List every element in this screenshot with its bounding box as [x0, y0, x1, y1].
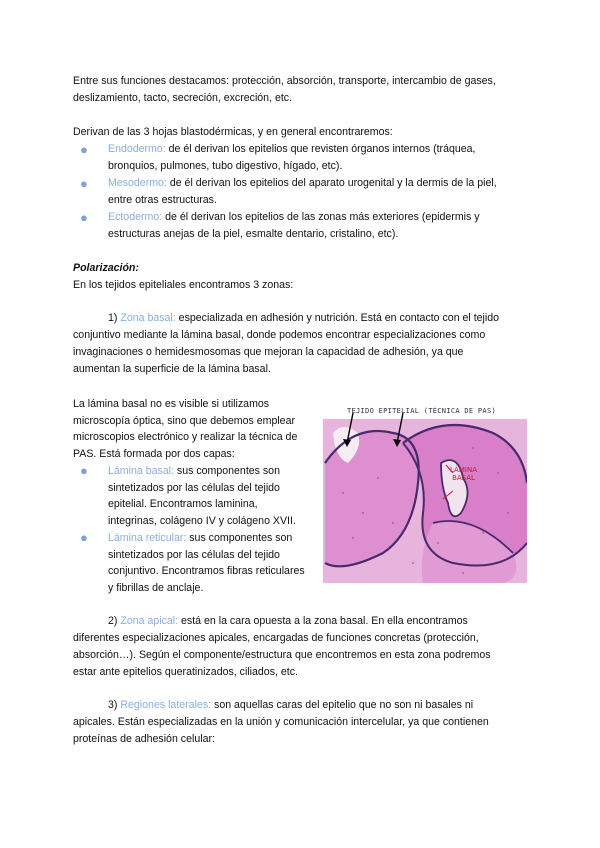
- intro-paragraph: [73, 73, 527, 107]
- histology-image: [323, 403, 527, 583]
- paragraph-text: proteínas de adhesión celular:: [73, 733, 215, 745]
- bullet-icon: ●: [80, 142, 88, 157]
- list-text: sintetizados por las células del tejido: [108, 548, 280, 561]
- paragraph-text: La lámina basal no es visible si utilizamos: [73, 398, 270, 410]
- list-text: de él derivan los epitelios de las zonas más exteriores (epidermis y: [162, 211, 480, 223]
- list-text: integrinas, colágeno IV y colágeno XVII.: [108, 514, 296, 527]
- paragraph-text: absorción…). Según el componente/estructura que encontremos en esta zona podremos: [73, 649, 491, 661]
- list-text: de él derivan los epitelios del aparato urogenital y la dermis de la piel,: [166, 177, 497, 189]
- section-heading: Polarización:: [73, 262, 139, 274]
- zone-basal-paragraph: [73, 310, 527, 378]
- figure-label: [450, 466, 477, 482]
- histology-illustration: [323, 403, 527, 583]
- bullet-icon: ●: [80, 463, 88, 478]
- paragraph-text: microscopía óptica, sino que debemos emplear: [73, 414, 295, 427]
- paragraph-text: conjuntivo mediante la lámina basal, donde podemos encontrar especializaciones como: [73, 329, 486, 341]
- figure-caption: TEJIDO EPITELIAL (TÉCNICA DE PAS): [347, 407, 496, 415]
- term: Endodermo:: [108, 143, 166, 155]
- term: Lámina basal:: [108, 465, 174, 477]
- layers-intro: Derivan de las 3 hojas blastodérmicas, y en general encontraremos:: [73, 126, 393, 138]
- term: Regiones laterales:: [120, 699, 212, 711]
- list-text: sintetizados por las células del tejido: [108, 481, 280, 494]
- paragraph-text: son aquellas caras del epitelio que no son ni basales ni: [211, 699, 474, 711]
- figure-label-text: BASAL: [452, 474, 475, 482]
- list-item-lamina-basal: [80, 463, 317, 529]
- list-text: sus componentes son: [186, 532, 293, 544]
- paragraph-text: apicales. Están especializadas en la unión y comunicación intercelular, ya que contienen: [73, 716, 489, 728]
- list-text: de él derivan los epitelios que revisten órganos internos (tráquea,: [165, 143, 476, 155]
- list-text: epitelial. Encontramos laminina,: [108, 498, 258, 511]
- zone-lateral-paragraph: [73, 697, 527, 748]
- paragraph-text: estar ante epitelios queratinizados, ciliados, etc.: [73, 666, 298, 678]
- term: Zona basal:: [120, 312, 176, 324]
- intro-line: Entre sus funciones destacamos: protección, absorción, transporte, intercambio de gases,: [73, 75, 496, 87]
- list-text: y fibrillas de anclaje.: [108, 581, 204, 594]
- figure-label-text: LÁMINA: [450, 466, 477, 474]
- paragraph-text: está en la cara opuesta a la zona basal. En ella encontramos: [178, 615, 468, 627]
- term: Mesodermo:: [108, 177, 167, 189]
- list-text: entre otras estructuras.: [108, 194, 217, 206]
- paragraph-text: especializada en adhesión y nutrición. Está en contacto con el tejido: [175, 312, 500, 324]
- bullet-icon: ●: [80, 210, 88, 225]
- item-number: 2): [108, 615, 121, 627]
- list-item-ectodermo: [80, 209, 555, 243]
- paragraph-text: aumentan la superficie de la lámina basal.: [73, 363, 271, 375]
- list-item-mesodermo: [80, 175, 555, 209]
- paragraph-text: microscopios electrónico y realizar la técnica de: [73, 431, 298, 444]
- list-text: sus componentes son: [173, 465, 280, 477]
- bullet-icon: ●: [80, 176, 88, 191]
- list-item-lamina-reticular: [80, 530, 317, 596]
- item-number: 1): [108, 312, 121, 324]
- term: Zona apical:: [120, 615, 179, 627]
- paragraph-text: diferentes especializaciones apicales, encargadas de funciones concretas (protección,: [73, 632, 479, 644]
- bullet-icon: ●: [80, 530, 88, 545]
- list-text: conjuntivo. Encontramos fibras reticulares: [108, 565, 305, 578]
- zone-apical-paragraph: [73, 613, 527, 681]
- item-number: 3): [108, 699, 121, 711]
- term: Ectodermo:: [108, 211, 163, 223]
- lamina-paragraph: [73, 396, 317, 462]
- intro-line: deslizamiento, tacto, secreción, excreción, etc.: [73, 92, 293, 104]
- paragraph-text: invaginaciones o hemidesmosomas que mejoran la capacidad de adhesión, ya que: [73, 346, 464, 358]
- paragraph-text: PAS. Está formada por dos capas:: [73, 447, 235, 460]
- list-text: bronquios, pulmones, tubo digestivo, hígado, etc).: [108, 160, 343, 172]
- list-text: estructuras anejas de la piel, esmalte dentario, cristalino, etc).: [108, 228, 399, 240]
- term: Lámina reticular:: [108, 532, 187, 544]
- section-intro: En los tejidos epiteliales encontramos 3 zonas:: [73, 279, 294, 291]
- list-item-endodermo: [80, 141, 555, 175]
